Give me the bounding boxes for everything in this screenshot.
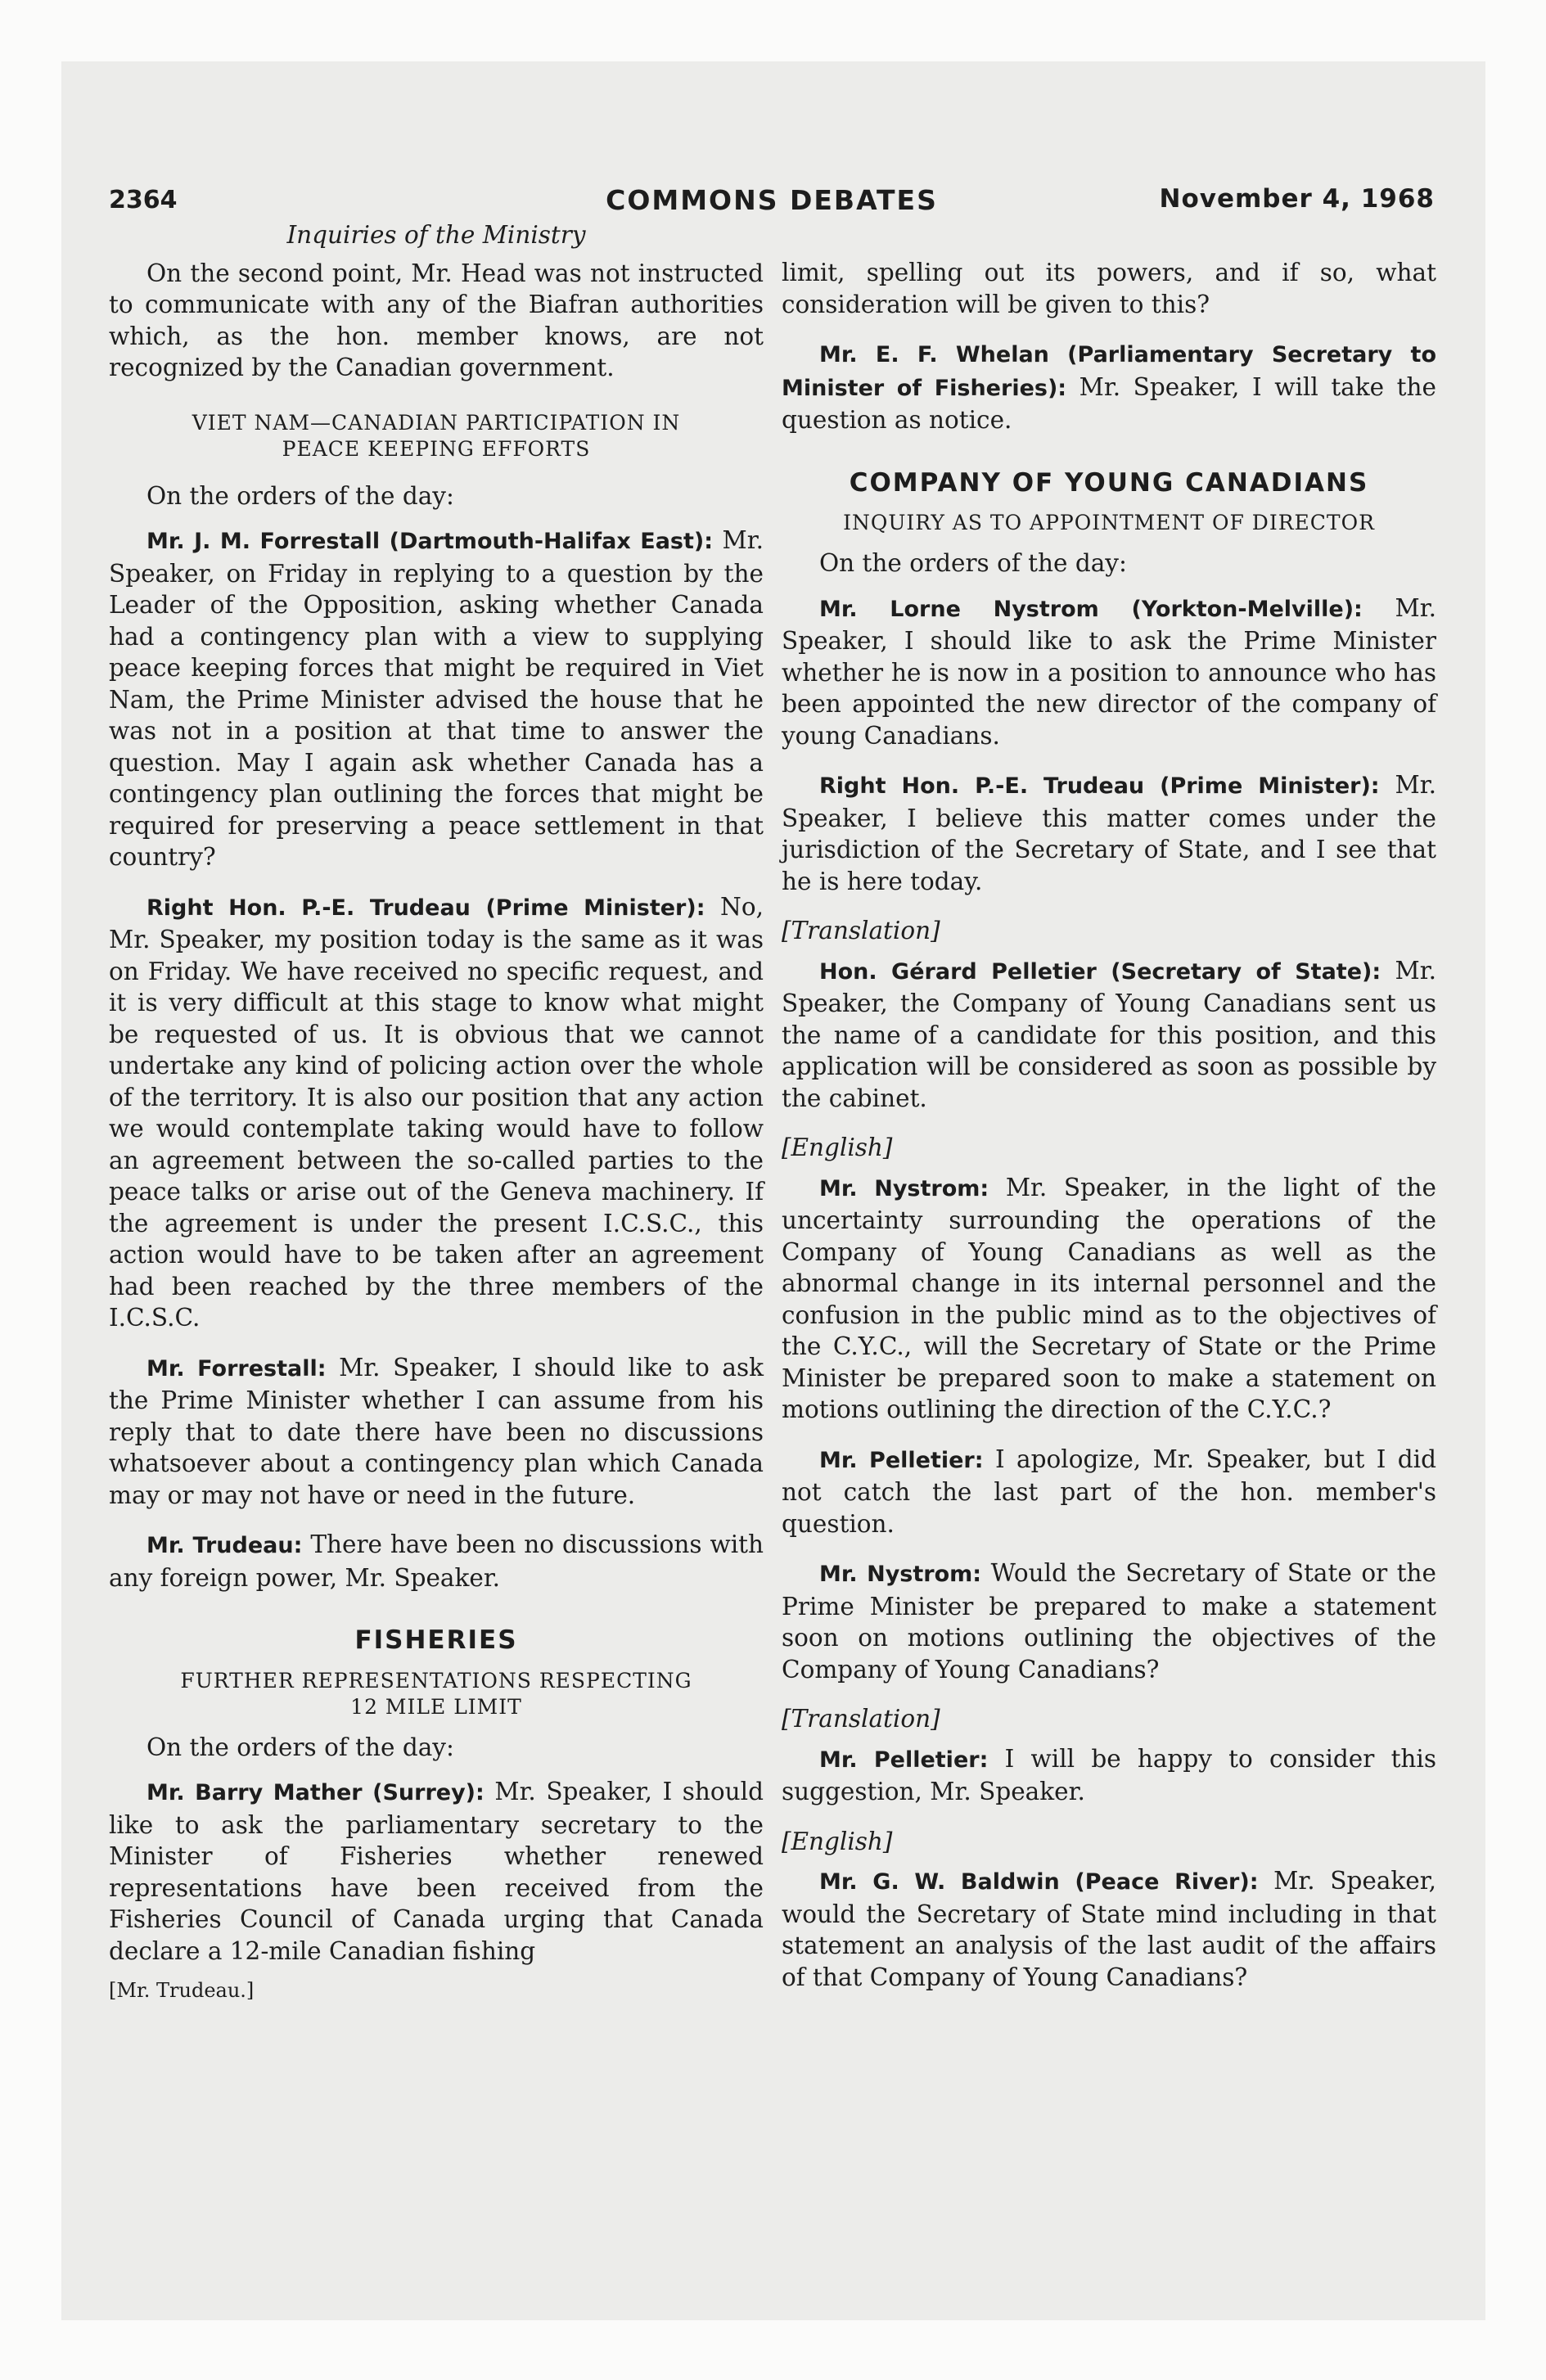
speech-text: Mr. Speaker, I believe this matter comes under the jurisdiction of the Secretary of State, and I see that he is here today. <box>782 771 1436 895</box>
speech-text: I apologize, Mr. Speaker, but I did not catch the last part of the hon. member's question. <box>782 1445 1436 1538</box>
subheading-viet-nam <box>109 410 764 462</box>
speech-text: Mr. Speaker, I should like to ask the Prime Minister whether he is now in a position to announce who has been appointed the new director of the company of young Canadians. <box>782 593 1436 750</box>
speech <box>782 1172 1436 1426</box>
speech-text: Mr. Speaker, I should like to ask the parliamentary secretary to the Minister of Fisheries whether renewed representations have been received from the Fisheries Council of Canada urging that Canada declare a 12-mile Canadian fishing <box>109 1778 764 1965</box>
left-column <box>109 219 764 2007</box>
speech-text: No, Mr. Speaker, my position today is the same as it was on Friday. We have received no specific request, and it is very difficult at this stage to know what might be requested of us. It is obvious that we cannot undertake any kind of policing action over the whole of the territory. It is also our position that any action we would contemplate taking would have to follow an agreement between the so-called parties to the peace talks or arise out of the Geneva machinery. If the agreement is under the present I.C.S.C., this action would have to be taken after an agreement had been reached by the three members of the I.C.S.C. <box>109 892 764 1332</box>
speech <box>782 1865 1436 1993</box>
speech <box>109 1529 764 1593</box>
speech <box>782 593 1436 752</box>
speech-text: Mr. Speaker, would the Secretary of State mind including in that statement an analysis of the last audit of the affairs of that Company of Young Canadians? <box>782 1867 1436 1991</box>
speaker-name: Mr. Forrestall: <box>146 1355 327 1382</box>
heading-fisheries: FISHERIES <box>354 1625 518 1655</box>
speaker-name: Right Hon. P.-E. Trudeau (Prime Minister): <box>819 773 1380 799</box>
paragraph-text: limit, spelling out its powers, and if so, what consideration will be given to this? <box>782 259 1436 318</box>
speaker-name: Mr. E. F. Whelan (Parliamentary Secretary to Minister of Fisheries): <box>782 342 1436 401</box>
speaker-name: Mr. Pelletier: <box>819 1747 989 1773</box>
speech <box>782 1743 1436 1808</box>
speech <box>109 891 764 1334</box>
speech <box>109 525 764 873</box>
speech <box>109 1352 764 1512</box>
speaker-name: Mr. J. M. Forrestall (Dartmouth-Halifax East): <box>146 529 714 554</box>
heading-company-of-young-canadians: COMPANY OF YOUNG CANADIANS <box>849 467 1369 498</box>
subheading-line: VIET NAM—CANADIAN PARTICIPATION IN <box>192 410 681 435</box>
translation-marker: [Translation] <box>782 1705 940 1733</box>
speech-text: Mr. Speaker, I will take the question as notice. <box>782 372 1436 434</box>
translation-marker: [Translation] <box>782 917 940 944</box>
orders-of-day: On the orders of the day: <box>819 549 1127 577</box>
publication-title: COMMONS DEBATES <box>606 184 938 216</box>
page-header <box>109 176 1435 225</box>
paragraph <box>782 257 1436 320</box>
speech <box>782 769 1436 897</box>
speaker-name: Mr. Pelletier: <box>819 1447 984 1473</box>
speech <box>782 955 1436 1115</box>
paragraph-text: On the second point, Mr. Head was not instructed to communicate with any of the Biafran authorities which, as the hon. member knows, are not recognized by the Canadian government. <box>109 259 764 381</box>
subheading-line: PEACE KEEPING EFFORTS <box>282 436 591 461</box>
page-number: 2364 <box>109 186 178 214</box>
subheading-fisheries <box>109 1668 764 1720</box>
speech-text: There have been no discussions with any foreign power, Mr. Speaker. <box>109 1530 764 1592</box>
issue-date: November 4, 1968 <box>1159 184 1435 214</box>
speech-text: Mr. Speaker, in the light of the uncertainty surrounding the operations of the Company of Young Canadians as well as the abnormal change in its internal personnel and the confusion in the public mind as to the objectives of the C.Y.C., will the Secretary of State or the Prime Minister be prepared soon to make a statement on motions outlining the direction of the C.Y.C.? <box>782 1173 1436 1423</box>
subheading-line: 12 MILE LIMIT <box>350 1694 522 1719</box>
speaker-name: Hon. Gérard Pelletier (Secretary of State): <box>819 958 1381 985</box>
speaker-name: Mr. Lorne Nystrom (Yorkton-Melville): <box>819 596 1363 622</box>
right-column <box>782 219 1436 2011</box>
footnote: [Mr. Trudeau.] <box>109 1979 255 2002</box>
orders-of-day: On the orders of the day: <box>146 481 454 510</box>
subheading-inquiry: INQUIRY AS TO APPOINTMENT OF DIRECTOR <box>843 511 1375 534</box>
speaker-name: Mr. Nystrom: <box>819 1175 989 1201</box>
english-marker: [English] <box>782 1827 893 1855</box>
orders-of-day: On the orders of the day: <box>146 1733 454 1761</box>
speech-text: Mr. Speaker, I should like to ask the Prime Minister whether I can assume from his reply that to date there have been no discussions whatsoever about a contingency plan which Canada may or may not have or need in the future. <box>109 1353 764 1509</box>
speech-text: Mr. Speaker, the Company of Young Canadians sent us the name of a candidate for this position, and this application will be considered as soon as possible by the cabinet. <box>782 956 1436 1112</box>
speech-text: Mr. Speaker, on Friday in replying to a question by the Leader of the Opposition, asking whether Canada had a contingency plan with a view to supplying peace keeping forces that might be required in Viet Nam, the Prime Minister advised the house that he was not in a position at that time to answer the question. May I again ask whether Canada has a contingency plan outlining the forces that might be required for preserving a peace settlement in that country? <box>109 526 764 871</box>
paragraph <box>109 258 764 384</box>
speaker-name: Mr. Trudeau: <box>146 1533 303 1558</box>
speech-text: I will be happy to consider this suggestion, Mr. Speaker. <box>782 1744 1436 1805</box>
speech <box>109 1776 764 1967</box>
english-marker: [English] <box>782 1134 893 1161</box>
speaker-name: Right Hon. P.-E. Trudeau (Prime Minister): <box>146 895 705 921</box>
speaker-name: Mr. Barry Mather (Surrey): <box>146 1780 485 1805</box>
speech <box>782 1557 1436 1685</box>
speaker-name: Mr. G. W. Baldwin (Peace River): <box>819 1869 1259 1895</box>
speech <box>782 338 1436 436</box>
subheading-line: FURTHER REPRESENTATIONS RESPECTING <box>180 1668 692 1693</box>
speaker-name: Mr. Nystrom: <box>819 1562 982 1587</box>
section-label: Inquiries of the Ministry <box>286 221 586 249</box>
speech-text: Would the Secretary of State or the Prime Minister be prepared to make a statement soon on motions outlining the objectives of the Company of Young Canadians? <box>782 1559 1436 1684</box>
speech <box>782 1444 1436 1540</box>
